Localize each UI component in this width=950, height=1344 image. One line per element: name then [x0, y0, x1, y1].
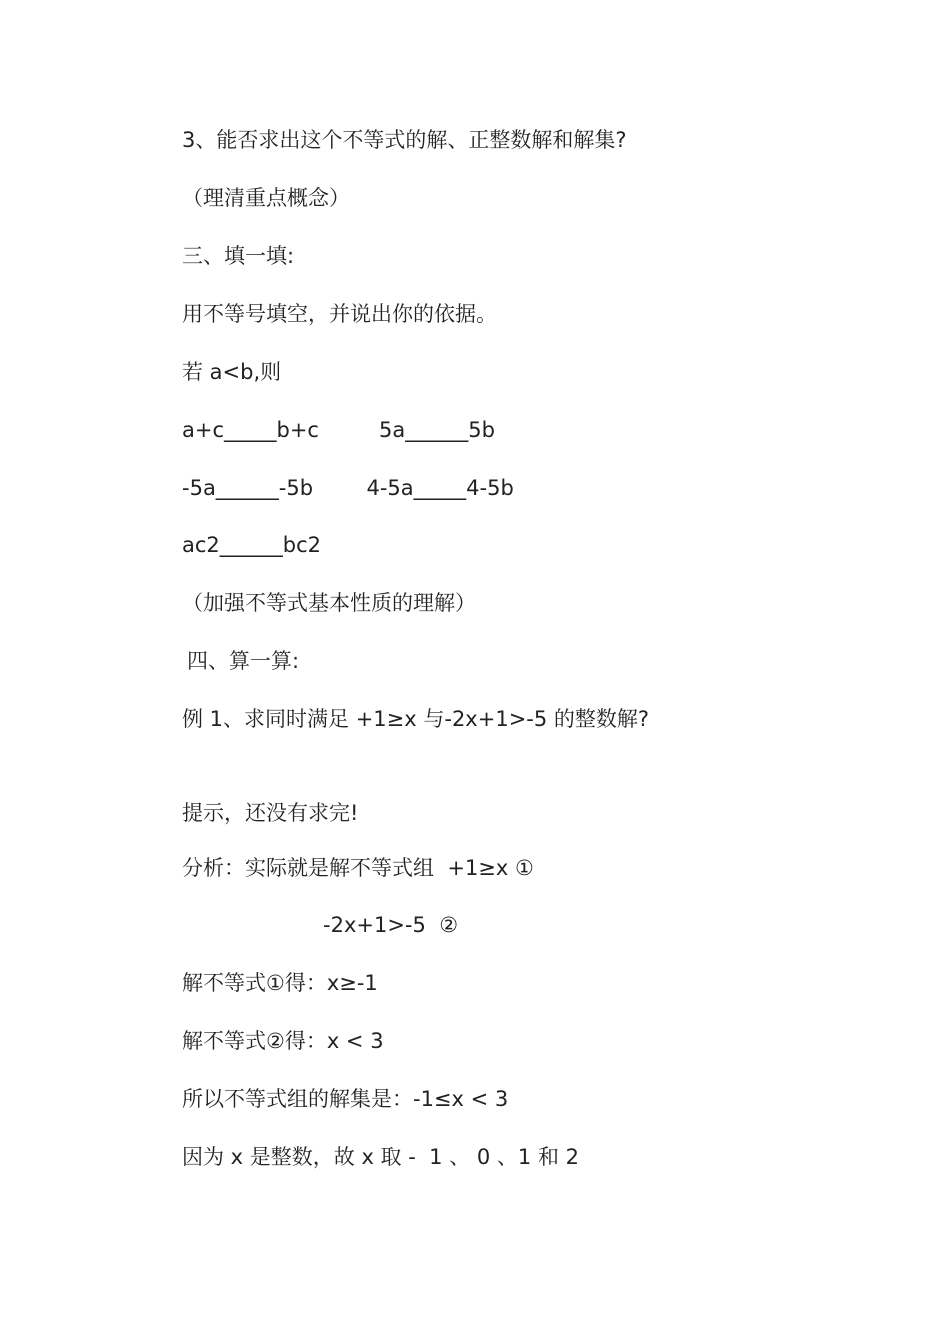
solution-2: 解不等式②得：x < 3: [182, 1029, 384, 1053]
fill-instruction: 用不等号填空，并说出你的依据。: [182, 302, 497, 326]
fill-row-2: -5a______-5b 4-5a_____4-5b: [182, 476, 514, 500]
section-4-heading: 四、算一算:: [187, 649, 300, 673]
fill-row-1: a+c_____b+c 5a______5b: [182, 418, 495, 442]
note-key-concepts: （理清重点概念）: [182, 186, 350, 210]
solution-set: 所以不等式组的解集是：-1≤x < 3: [182, 1087, 509, 1111]
question-3: 3、能否求出这个不等式的解、正整数解和解集?: [182, 128, 627, 152]
hint-line: 提示，还没有求完!: [182, 801, 359, 825]
inequality-2: -2x+1>-5 ②: [323, 913, 459, 937]
section-3-heading: 三、填一填:: [182, 244, 295, 268]
analysis-line: 分析：实际就是解不等式组 +1≥x ①: [182, 856, 534, 880]
example-1: 例 1、求同时满足 +1≥x 与-2x+1>-5 的整数解?: [182, 707, 650, 731]
note-properties: （加强不等式基本性质的理解）: [182, 591, 476, 615]
conclusion: 因为 x 是整数，故 x 取 - 1 、 0 、1 和 2: [182, 1145, 579, 1169]
fill-row-3: ac2______bc2: [182, 533, 322, 557]
solution-1: 解不等式①得：x≥-1: [182, 971, 378, 995]
condition-line: 若 a<b,则: [182, 360, 282, 384]
